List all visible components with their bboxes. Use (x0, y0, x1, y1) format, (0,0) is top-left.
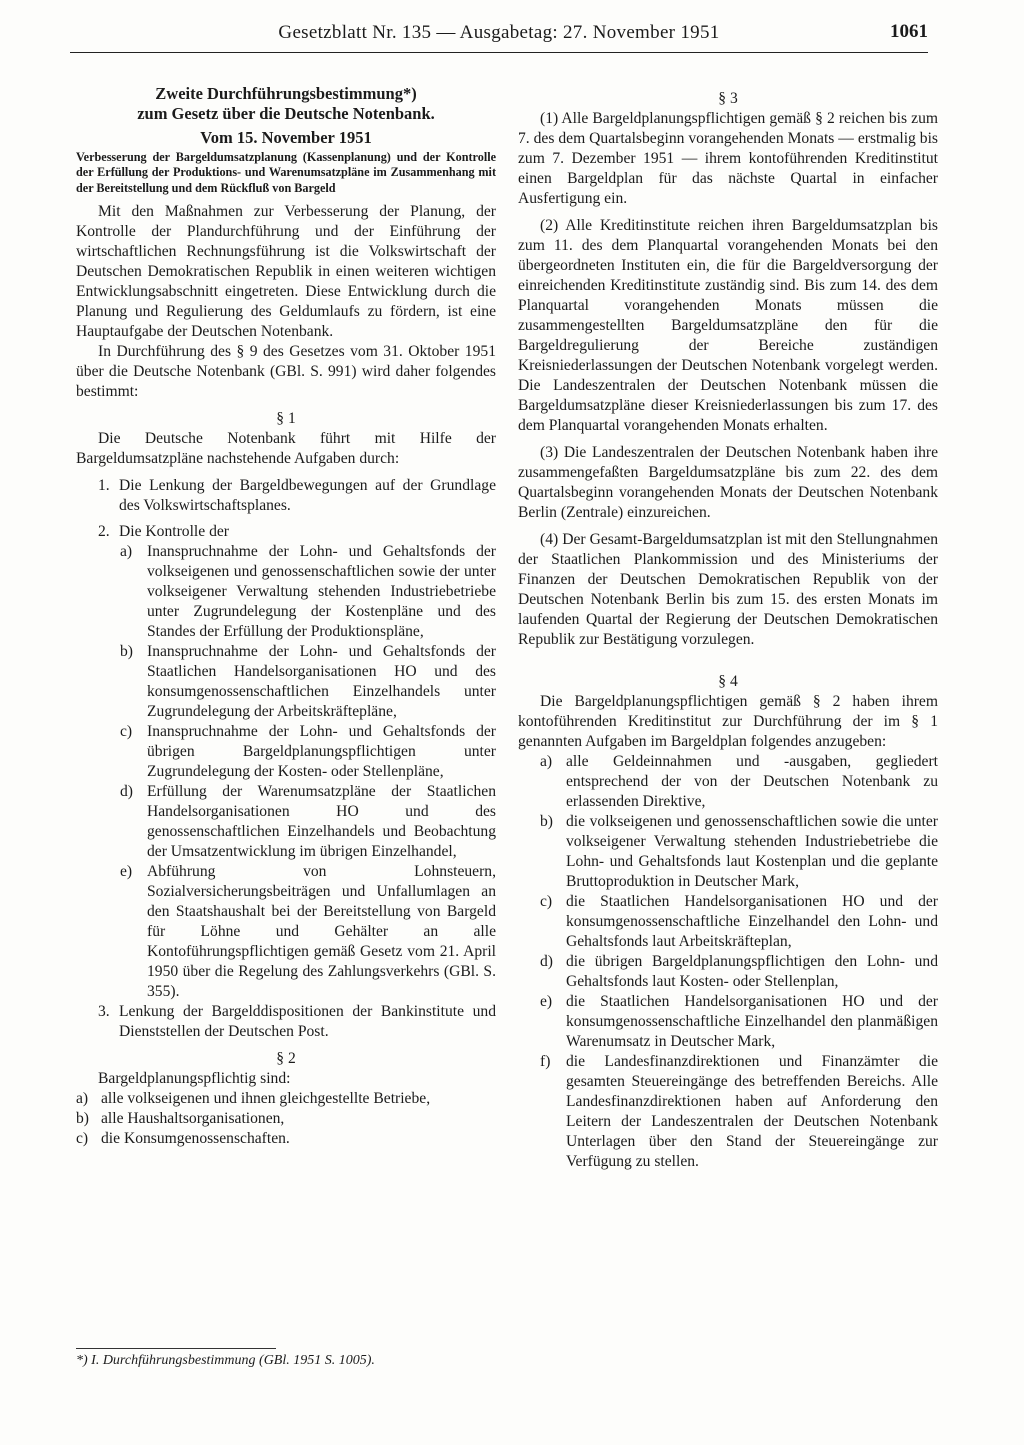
section-4-item-c (518, 892, 938, 952)
section-2-item-c (76, 1129, 496, 1149)
item-text: die Staatlichen Handelsorganisationen HO und der konsumgenossenschaftliche Einzelhandel den planmäßigen Warenumsatz in Deutscher Mark, (566, 993, 938, 1050)
item-text: Inanspruchnahme der Lohn- und Gehaltsfonds der übrigen Bargeldplanungspflichtigen unter Zugrundelegung der Kosten- oder Stellenpläne, (147, 722, 496, 780)
item-text: alle Haushaltsorganisationen, (101, 1109, 285, 1127)
section-3-paragraph-3: (3) Die Landeszentralen der Deutschen Notenbank haben ihre zusammengefaßten Bargeldumsatzpläne bis zum 22. des dem Quartalsbeginn vorangehenden Monats der Deutschen Notenbank Berlin (Zentrale) einzureichen. (518, 444, 938, 521)
document-title-line-2: zum Gesetz über die Deutsche Notenbank. (137, 104, 435, 123)
item-label: d) (540, 953, 553, 970)
item-label: e) (540, 993, 553, 1010)
left-column (76, 84, 496, 1149)
section-1-subitem-d (76, 782, 496, 862)
section-4-item-f (518, 1052, 938, 1172)
item-label: c) (540, 893, 553, 910)
item-text: Die Kontrolle der (119, 522, 229, 540)
item-label: a) (76, 1089, 89, 1107)
section-4-item-a (518, 752, 938, 812)
item-text: Inanspruchnahme der Lohn- und Gehaltsfonds der volkseigenen und genossenschaftlichen sowie der unter volkseigener Verwaltung stehenden Industriebetriebe unter Zugrundelegung der Kostenpläne und des Standes der Erfüllung der Produktionspläne, (147, 542, 496, 640)
item-label: a) (540, 753, 553, 770)
item-label: b) (120, 642, 133, 660)
item-label: b) (76, 1109, 89, 1127)
footnote-rule (76, 1348, 276, 1349)
item-label: a) (120, 542, 133, 560)
item-label: 1. (98, 476, 110, 494)
page-number: 1061 (890, 21, 928, 42)
item-label: c) (76, 1129, 89, 1147)
item-text: alle volkseigenen und ihnen gleichgestellte Betriebe, (101, 1089, 431, 1107)
item-text: Erfüllung der Warenumsatzpläne der Staatlichen Handelsorganisationen HO und des genossenschaftlichen Einzelhandels und Beobachtung der Umsatzentwicklung im übrigen Einzelhandel, (147, 782, 496, 860)
intro-paragraph-1: Mit den Maßnahmen zur Verbesserung der Planung, der Kontrolle der Plandurchführung und der Einführung der wirtschaftlichen Rechnungsführung ist die Volkswirtschaft der Deutschen Demokratischen Republik in einen weiteren wichtigen Entwicklungsabschnitt eingetreten. Diese Entwicklung durch die Planung und Regulierung des Geldumlaufs zu fördern, ist eine Hauptaufgabe der Deutschen Notenbank. (76, 202, 496, 340)
section-4-item-e (518, 992, 938, 1052)
section-2-heading: § 2 (276, 1049, 296, 1067)
page-header (70, 22, 928, 53)
document-date: Vom 15. November 1951 (200, 128, 372, 147)
item-text: die volkseigenen und genossenschaftlichen sowie die unter volkseigener Verwaltung stehenden Industriebetriebe die Lohn- und Gehaltsfonds laut Kostenplan und die geplante Bruttoproduktion in Deutscher Mark, (566, 813, 938, 890)
section-3-paragraph-2: (2) Alle Kreditinstitute reichen ihren Bargeldumsatzplan bis zum 11. des dem Planquartal vorangehenden Monats bei den übergeordneten Instituten ein, die für die Bargeldversorgung der einreichenden Kreditinstitute zuständig sind. Bis zum 14. des dem Planquartal vorangehenden Monats müssen die zusammengestellten Bargeldumsatzpläne den für die Bargeldregulierung der Bereiche zuständigen Kreisniederlassungen der Deutschen Notenbank vorgelegt werden. Die Landeszentralen der Deutschen Notenbank müssen die Bargeldumsatzpläne dieser Kreisniederlassungen bis zum 17. des dem Planquartal vorangehenden Monats erhalten. (518, 217, 938, 434)
section-1-item-1 (76, 476, 496, 516)
section-1-subitem-e (76, 862, 496, 1002)
section-3-paragraph-4: (4) Der Gesamt-Bargeldumsatzplan ist mit den Stellungnahmen der Staatlichen Plankommission und des Ministeriums der Finanzen der Deutschen Demokratischen Republik von der Deutschen Notenbank Berlin bis zum 15. des ersten Monats im laufenden Quartal der Regierung der Deutschen Demokratischen Republik zur Bestätigung vorzulegen. (518, 531, 938, 648)
section-1-item-2 (76, 522, 496, 542)
section-3-paragraph-1: (1) Alle Bargeldplanungspflichtigen gemäß § 2 reichen bis zum 7. des dem Quartalsbeginn vorangehenden Monats — erstmalig bis zum 7. Dezember 1951 — ihrem kontoführenden Kreditinstitut einen Bargeldplan für das nächste Quartal in einfacher Ausfertigung ein. (518, 110, 938, 207)
section-1-subitem-b (76, 642, 496, 722)
section-3-heading: § 3 (718, 90, 738, 107)
item-label: 2. (98, 522, 110, 540)
item-text: alle Geldeinnahmen und -ausgaben, gegliedert entsprechend der von der Deutschen Notenbank zu erlassenden Direktive, (566, 753, 938, 810)
document-subtitle: Verbesserung der Bargeldumsatzplanung (Kassenplanung) und der Kontrolle der Erfüllung der Produktions- und Warenumsatzpläne im Zusammenhang mit der Bereitstellung und dem Rückfluß von Bargeld (76, 150, 496, 195)
item-label: 3. (98, 1002, 110, 1020)
section-1-text: Die Deutsche Notenbank führt mit Hilfe der Bargeldumsatzpläne nachstehende Aufgaben durch: (76, 429, 496, 467)
item-text: Lenkung der Bargelddispositionen der Bankinstitute und Dienststellen der Deutschen Post. (119, 1002, 496, 1040)
item-label: e) (120, 862, 133, 880)
item-label: d) (120, 782, 133, 800)
item-text: Inanspruchnahme der Lohn- und Gehaltsfonds der Staatlichen Handelsorganisationen HO und des konsumgenossenschaftlichen Einzelhandels unter Zugrundelegung der Arbeitskräftepläne, (147, 642, 496, 720)
section-1-item-3 (76, 1002, 496, 1042)
item-text: die Staatlichen Handelsorganisationen HO und der konsumgenossenschaftliche Einzelhandel den Lohn- und Gehaltsfonds laut Arbeitskräfteplan, (566, 893, 938, 950)
section-4-text: Die Bargeldplanungspflichtigen gemäß § 2 haben ihrem kontoführenden Kreditinstitut zur Durchführung der im § 1 genannten Aufgaben im Bargeldplan folgendes anzugeben: (518, 693, 938, 750)
item-text: Abführung von Lohnsteuern, Sozialversicherungsbeiträgen und Unfallumlagen an den Staatshaushalt bei der Bereitstellung von Bargeld für Löhne und Gehälter an alle Kontoführungspflichtigen gemäß Gesetz vom 21. April 1950 über die Regelung des Zahlungsverkehrs (GBl. S. 355). (147, 862, 496, 1000)
section-2-item-a (76, 1089, 496, 1109)
item-text: die Landesfinanzdirektionen und Finanzämter die gesamten Steuereingänge des betreffenden Bereichs. Alle Landesfinanzdirektionen haben auf Anforderung den Leitern der Landeszentralen der Deutschen Notenbank Unterlagen über den Stand der Steuereingänge zur Verfügung zu stellen. (566, 1053, 938, 1170)
right-column (518, 86, 938, 1172)
document-title-line-1: Zweite Durchführungsbestimmung*) (155, 84, 417, 103)
header-title: Gesetzblatt Nr. 135 — Ausgabetag: 27. November 1951 (278, 22, 720, 43)
item-text: Die Lenkung der Bargeldbewegungen auf der Grundlage des Volkswirtschaftsplanes. (119, 476, 496, 514)
section-4-item-b (518, 812, 938, 892)
section-4-item-d (518, 952, 938, 992)
section-1-heading: § 1 (276, 409, 296, 427)
item-text: die Konsumgenossenschaften. (101, 1129, 290, 1147)
item-label: b) (540, 813, 553, 830)
item-label: f) (540, 1053, 551, 1070)
section-2-text: Bargeldplanungspflichtig sind: (98, 1069, 291, 1087)
footnote: *) I. Durchführungsbestimmung (GBl. 1951 S. 1005). (76, 1353, 375, 1368)
item-text: die übrigen Bargeldplanungspflichtigen den Lohn- und Gehaltsfonds laut Kosten- oder Stellenplan, (566, 953, 938, 990)
section-1-subitem-a (76, 542, 496, 642)
item-label: c) (120, 722, 133, 740)
section-1-subitem-c (76, 722, 496, 782)
section-2-item-b (76, 1109, 496, 1129)
section-4-heading: § 4 (718, 673, 738, 690)
intro-paragraph-2: In Durchführung des § 9 des Gesetzes vom 31. Oktober 1951 über die Deutsche Notenbank (GBl. S. 991) wird daher folgendes bestimmt: (76, 342, 496, 400)
